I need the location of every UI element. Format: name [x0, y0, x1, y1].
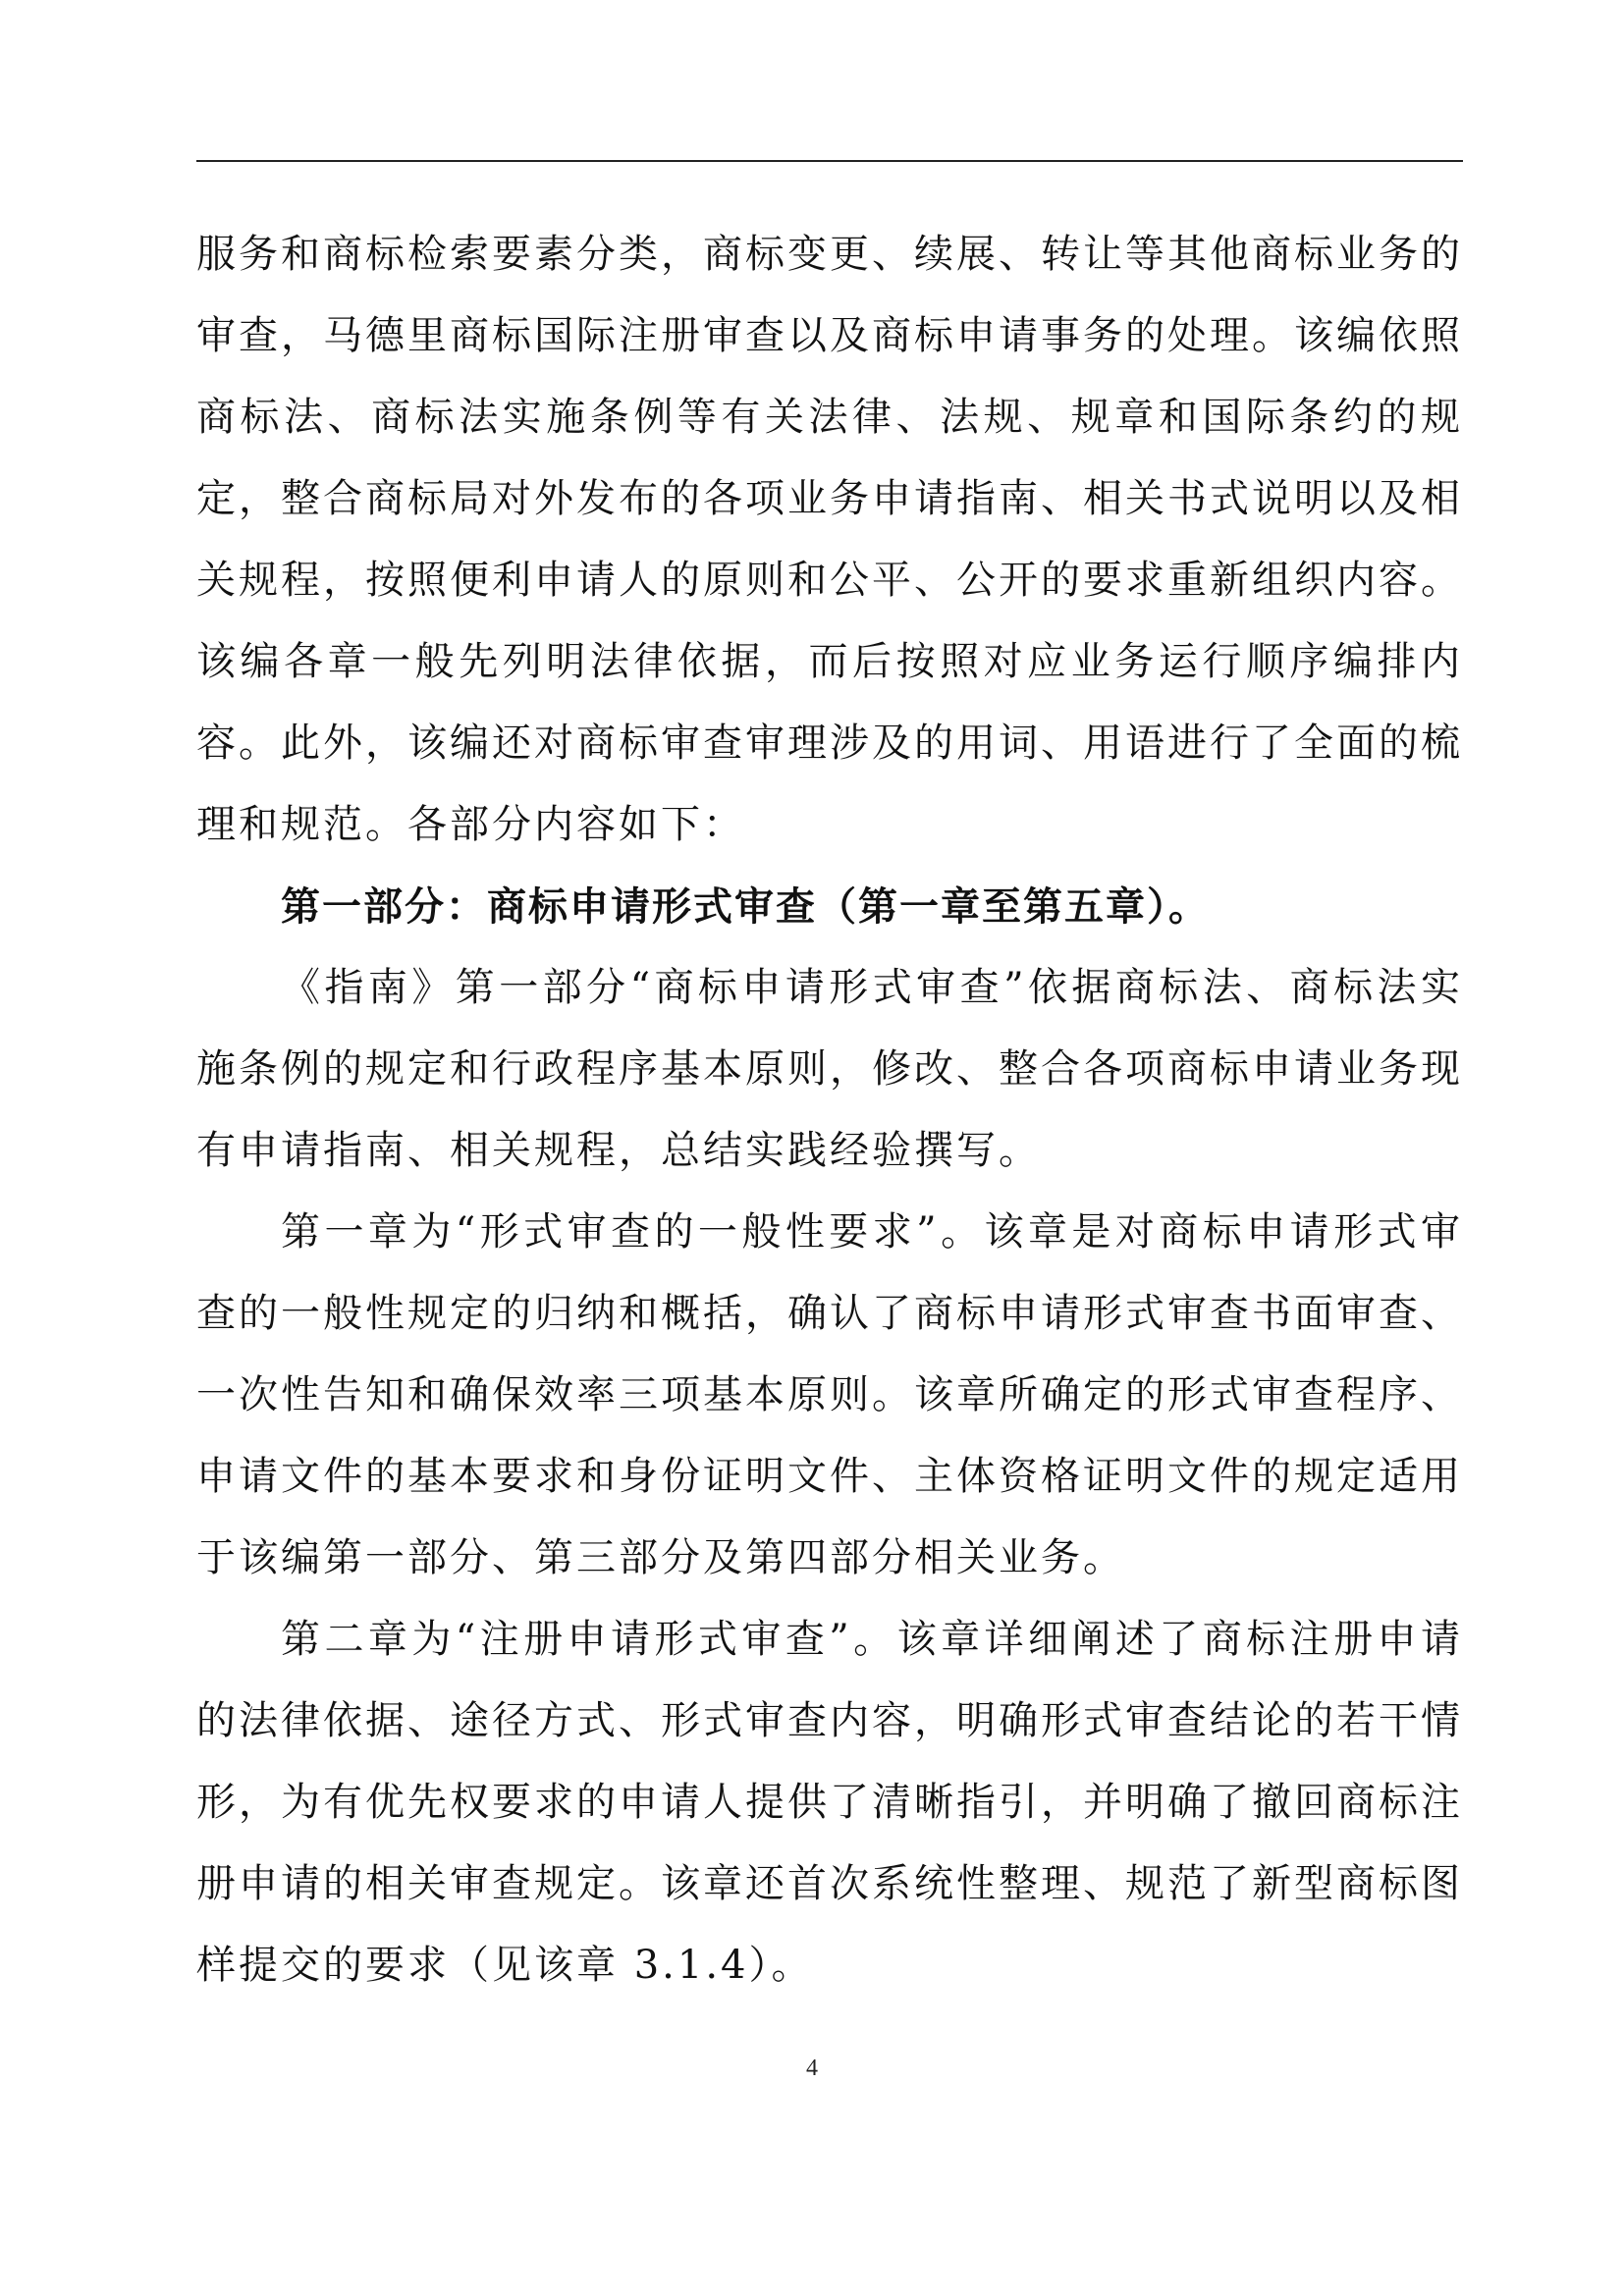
paragraph-chapter-one: 第一章为“形式审查的一般性要求”。该章是对商标申请形式审查的一般性规定的归纳和概括，确认了商标申请形式审查书面审查、一次性告知和确保效率三项基本原则。该章所确定的形式审查程序、申请文件的基本要求和身份证明文件、主体资格证明文件的规定适用于该编第一部分、第三部分及第四部分相关业务。: [196, 1209, 1463, 1580]
paragraph-part-one-summary: 《指南》第一部分“商标申请形式审查”依据商标法、商标法实施条例的规定和行政程序基本原则，修改、整合各项商标申请业务现有申请指南、相关规程，总结实践经验撰写。: [196, 965, 1463, 1173]
paragraph-intro-continuation: 服务和商标检索要素分类，商标变更、续展、转让等其他商标业务的审查，马德里商标国际注册审查以及商标申请事务的处理。该编依照商标法、商标法实施条例等有关法律、法规、规章和国际条约的规定，整合商标局对外发布的各项业务申请指南、相关书式说明以及相关规程，按照便利申请人的原则和公平、公开的要求重新组织内容。该编各章一般先列明法律依据，而后按照对应业务运行顺序编排内容。此外，该编还对商标审查审理涉及的用词、用语进行了全面的梳理和规范。各部分内容如下：: [196, 232, 1463, 847]
paragraph-chapter-two: 第二章为“注册申请形式审查”。该章详细阐述了商标注册申请的法律依据、途径方式、形式审查内容，明确形式审查结论的若干情形，为有优先权要求的申请人提供了清晰指引，并明确了撤回商标注册申请的相关审查规定。该章还首次系统性整理、规范了新型商标图样提交的要求（见该章 3.1.4）。: [196, 1617, 1463, 1988]
body-text: [196, 214, 1463, 2006]
section-heading-part-one: 第一部分：商标申请形式审查（第一章至第五章）。: [281, 883, 1210, 930]
header-rule: [196, 160, 1463, 162]
page-number: 4: [806, 2056, 818, 2081]
